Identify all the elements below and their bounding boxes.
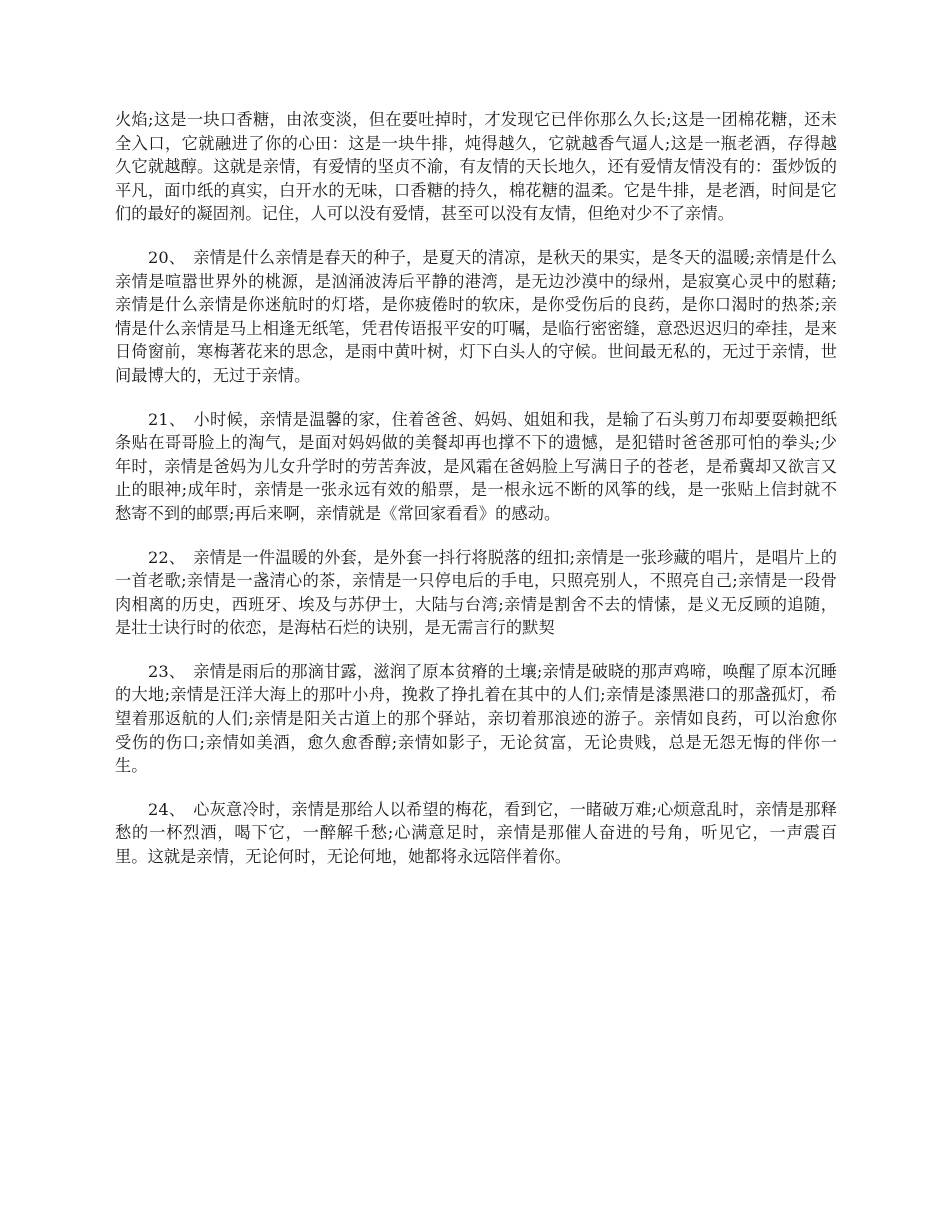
paragraph-number: 23、 — [148, 661, 186, 681]
document-page — [115, 108, 837, 889]
paragraph-continuation — [115, 108, 837, 226]
paragraph-number: 24、 — [148, 799, 186, 819]
paragraph-22 — [115, 546, 837, 640]
paragraph-21 — [115, 408, 837, 526]
paragraph-24 — [115, 798, 837, 869]
paragraph-text: 火焰;这是一块口香糖，由浓变淡，但在要吐掉时，才发现它已伴你那么久长;这是一团棉花糖，还未全入口，它就融进了你的心田：这是一块牛排，炖得越久，它就越香气逼人;这是一瓶老酒，存得越久它就越醇。这就是亲情，有爱情的坚贞不渝，有友情的天长地久，还有爱情友情没有的：蛋炒饭的平凡，面巾纸的真实，白开水的无味，口香糖的持久，棉花糖的温柔。它是牛排，是老酒，时间是它们的最好的凝固剂。记住，人可以没有爱情，甚至可以没有友情，但绝对少不了亲情。 — [115, 110, 837, 224]
paragraph-text: 亲情是雨后的那滴甘露，滋润了原本贫瘠的土壤;亲情是破晓的那声鸡啼，唤醒了原本沉睡的大地;亲情是汪洋大海上的那叶小舟，挽救了挣扎着在其中的人们;亲情是漆黑港口的那盏孤灯，希望着那返航的人们;亲情是阳关古道上的那个驿站，亲切着那浪迹的游子。亲情如良药，可以治愈你受伤的伤口;亲情如美酒，愈久愈香醇;亲情如影子，无论贫富，无论贵贱，总是无怨无悔的伴你一生。 — [115, 661, 838, 776]
paragraph-text: 亲情是什么亲情是春天的种子，是夏天的清凉，是秋天的果实，是冬天的温暖;亲情是什么亲情是喧嚣世界外的桃源，是汹涌波涛后平静的港湾，是无边沙漠中的绿州，是寂寞心灵中的慰藉;亲情是什么亲情是你迷航时的灯塔，是你疲倦时的软床，是你受伤后的良药，是你口渴时的热茶;亲情是什么亲情是马上相逢无纸笔，凭君传语报平安的叮嘱，是临行密密缝，意恐迟迟归的牵挂，是来日倚窗前，寒梅著花来的思念，是雨中黄叶树，灯下白头人的守候。世间最无私的，无过于亲情，世间最博大的，无过于亲情。 — [115, 247, 838, 385]
paragraph-text: 心灰意冷时，亲情是那给人以希望的梅花，看到它，一睹破万难;心烦意乱时，亲情是那释愁的一杯烈酒，喝下它，一醉解千愁;心满意足时，亲情是那催人奋进的号角，听见它，一声震百里。这就是亲情，无论何时，无论何地，她都将永远陪伴着你。 — [115, 799, 838, 867]
paragraph-20 — [115, 246, 837, 388]
paragraph-text: 小时候，亲情是温馨的家，住着爸爸、妈妈、姐姐和我，是输了石头剪刀布却要耍赖把纸条贴在哥哥脸上的淘气，是面对妈妈做的美餐却再也撑不下的遗憾，是犯错时爸爸那可怕的拳头;少年时，亲情是爸妈为儿女升学时的劳苦奔波，是风霜在爸妈脸上写满日子的苍老，是希冀却又欲言又止的眼神;成年时，亲情是一张永远有效的船票，是一根永远不断的风筝的线，是一张贴上信封就不愁寄不到的邮票;再后来啊，亲情就是《常回家看看》的感动。 — [115, 409, 837, 523]
paragraph-text: 亲情是一件温暖的外套，是外套一抖行将脱落的纽扣;亲情是一张珍藏的唱片，是唱片上的一首老歌;亲情是一盏清心的茶，亲情是一只停电后的手电，只照亮别人，不照亮自己;亲情是一段骨肉相离的历史，西班牙、埃及与苏伊士，大陆与台湾;亲情是割舍不去的情愫，是义无反顾的追随，是壮士诀行时的依恋，是海枯石烂的诀别，是无需言行的默契 — [115, 547, 838, 638]
paragraph-number: 22、 — [148, 547, 186, 567]
paragraph-23 — [115, 660, 837, 778]
paragraph-number: 21、 — [148, 409, 186, 429]
paragraph-number: 20、 — [148, 247, 186, 267]
